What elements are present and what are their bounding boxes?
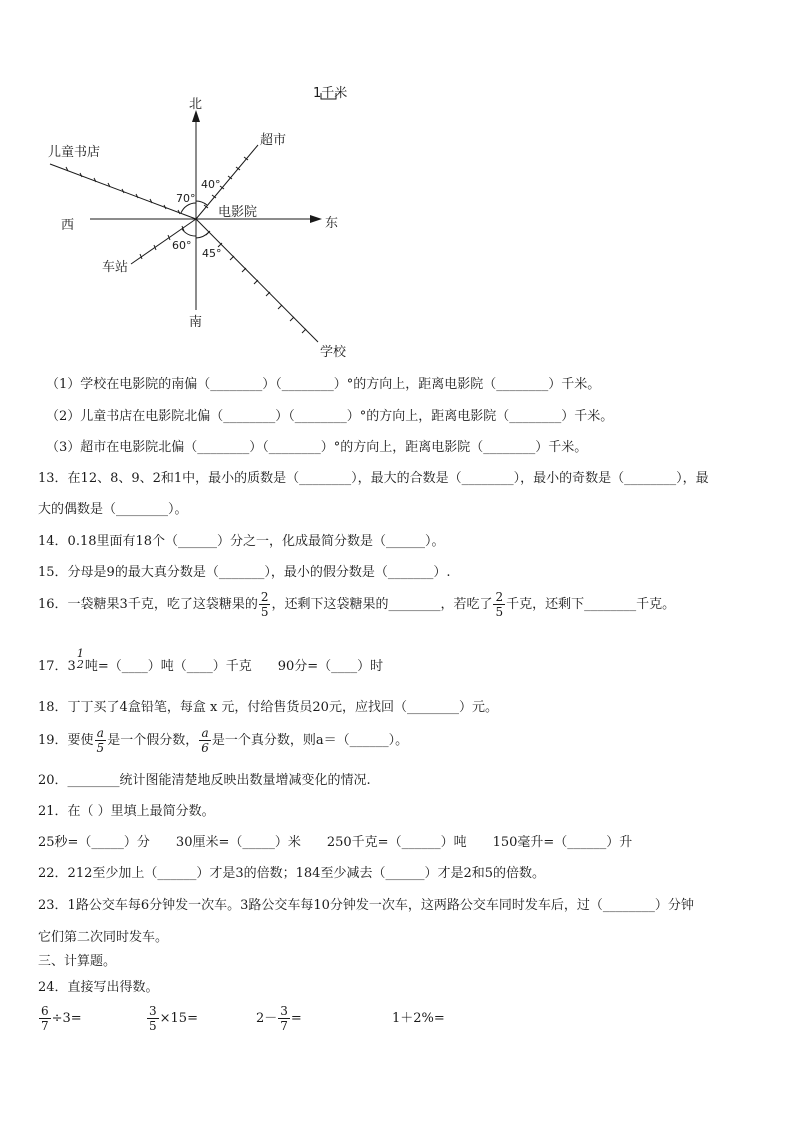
q13-line-a: 13．在12、8、9、2和1中，最小的质数是（________），最大的合数是（________），最小的奇数是（________），最 bbox=[38, 471, 709, 486]
q17-text-b: 吨=（____）吨（____）千克 90分=（____）时 bbox=[84, 659, 384, 674]
q13-line-b: 大的偶数是（________）。 bbox=[38, 502, 188, 517]
q12-3-line: （3）超市在电影院北偏（________）（________）°的方向上，距离电影院（________）千米。 bbox=[46, 440, 588, 455]
q16-text-a: 16．一袋糖果3千克，吃了这袋糖果的 bbox=[38, 597, 258, 612]
west-label: 西 bbox=[61, 218, 75, 233]
calc-row bbox=[38, 1004, 445, 1033]
calc2-fraction: $\frac{3}{5}$ bbox=[149, 1004, 157, 1033]
cinema-label: 电影院 bbox=[218, 205, 258, 220]
q21-items-line: 25秒=（_____）分 30厘米=（_____）米 250千克=（______）吨 150毫升=（______）升 bbox=[38, 835, 633, 850]
q17-fraction: 1 2 bbox=[76, 646, 84, 671]
calc-item-4: 1＋2%= bbox=[392, 1011, 445, 1026]
q23-line-a: 23．1路公交车每6分钟发一次车。3路公交车每10分钟发一次车，这两路公交车同时发车后，过（________）分钟 bbox=[38, 898, 694, 913]
arc-40 bbox=[196, 201, 207, 205]
q12-2-line: （2）儿童书店在电影院北偏（________）（________）°的方向上，距离电影院（________）千米。 bbox=[46, 409, 614, 424]
calc-item-1: $\frac{6}{7}$ ÷3= bbox=[41, 1004, 82, 1033]
angle-70-label: 70° bbox=[176, 192, 196, 205]
calc-item-3: 2－ $\frac{3}{7}$ = bbox=[256, 1004, 302, 1033]
q14-line: 14．0.18里面有18个（______）分之一，化成最简分数是（______）。 bbox=[38, 534, 445, 549]
q19-text-c: 是一个真分数，则a＝（______）。 bbox=[211, 733, 409, 748]
q21-line: 21．在（ ）里填上最简分数。 bbox=[38, 804, 215, 819]
q17-text-a: 17．3 bbox=[38, 659, 76, 674]
north-label: 北 bbox=[189, 97, 203, 112]
station-label: 车站 bbox=[102, 260, 129, 275]
q16-fraction-1: $\frac{2}{5}$ bbox=[260, 590, 269, 619]
q16-line bbox=[38, 590, 675, 619]
section-3-heading: 三、计算题。 bbox=[38, 954, 117, 969]
angle-45-label: 45° bbox=[202, 247, 222, 260]
angle-60-label: 60° bbox=[172, 239, 192, 252]
calc-item-2: $\frac{3}{5}$ ×15= bbox=[149, 1004, 198, 1033]
q23-line-b: 它们第二次同时发车。 bbox=[38, 930, 169, 945]
q24-line: 24．直接写出得数。 bbox=[38, 980, 159, 995]
q15-line: 15．分母是9的最大真分数是（_______），最小的假分数是（_______）. bbox=[38, 565, 451, 580]
q19-fraction-1: $\frac{a}{5}$ bbox=[96, 726, 105, 755]
east-label: 东 bbox=[325, 216, 339, 231]
scale-label: 1千米 bbox=[313, 86, 348, 101]
q20-line: 20．________统计图能清楚地反映出数量增减变化的情况. bbox=[38, 773, 371, 788]
q12-1-line: （1）学校在电影院的南偏（________）（________）°的方向上，距离电影院（________）千米。 bbox=[46, 377, 601, 392]
q16-text-b: ，还剩下这袋糖果的________，若吃了 bbox=[271, 597, 493, 612]
q19-text-b: 是一个假分数， bbox=[107, 733, 199, 748]
school-label: 学校 bbox=[320, 345, 347, 360]
calc3-fraction: $\frac{3}{7}$ bbox=[280, 1004, 288, 1033]
q19-text-a: 19．要使 bbox=[38, 733, 94, 748]
q16-text-c: 千克，还剩下________千克。 bbox=[506, 597, 676, 612]
direction-diagram bbox=[0, 0, 794, 370]
q17-line bbox=[38, 646, 384, 678]
q18-line: 18．丁丁买了4盒铅笔，每盒 x 元，付给售货员20元，应找回（________）元。 bbox=[38, 700, 498, 715]
q16-fraction-2: $\frac{2}{5}$ bbox=[495, 590, 504, 619]
q22-line: 22．212至少加上（______）才是3的倍数；184至少减去（______）才是2和5的倍数。 bbox=[38, 866, 545, 881]
south-label: 南 bbox=[189, 315, 203, 330]
diagram-svg bbox=[0, 0, 794, 370]
angle-40-label: 40° bbox=[201, 178, 221, 191]
q19-line bbox=[38, 726, 408, 755]
q19-fraction-2: $\frac{a}{6}$ bbox=[201, 726, 209, 755]
east-arrow bbox=[310, 215, 322, 223]
calc1-fraction: $\frac{6}{7}$ bbox=[41, 1004, 49, 1033]
bookstore-label: 儿童书店 bbox=[48, 145, 101, 160]
arc-45 bbox=[196, 232, 209, 238]
supermarket-label: 超市 bbox=[260, 133, 287, 148]
